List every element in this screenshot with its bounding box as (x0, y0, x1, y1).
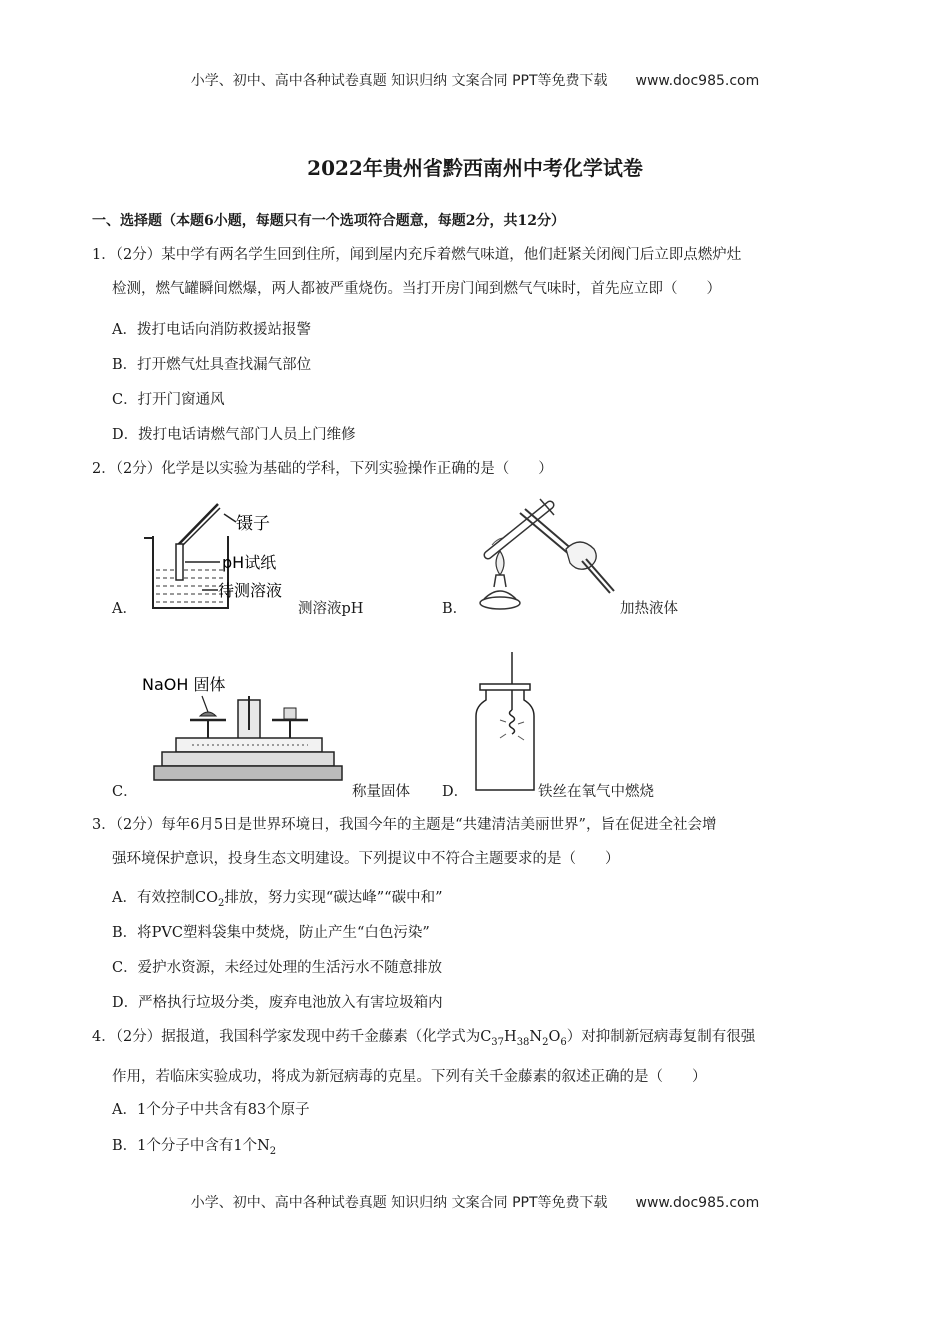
q2-option-b-letter: B． (442, 601, 468, 617)
ph-paper-label: pH试纸 (222, 553, 277, 572)
q2-option-c-caption: 称量固体 (352, 784, 410, 800)
q3-option-c: C．爱护水资源，未经过处理的生活污水不随意排放 (112, 960, 443, 976)
q4-formula-o: O (548, 1029, 561, 1045)
question-1-line1: 1．（2分）某中学有两名学生回到住所，闻到屋内充斥着燃气味道，他们赶紧关闭阀门后立即点燃炉灶 (92, 247, 742, 263)
question-3 (92, 808, 867, 876)
q4-formula-n-count: 2 (542, 1036, 549, 1048)
q2-option-d-letter: D． (442, 784, 469, 800)
q1-option-c: C．打开门窗通风 (112, 392, 225, 408)
q2-option-c-letter: C． (112, 784, 138, 800)
page-header (0, 70, 950, 90)
question-1-line2: 检测，燃气罐瞬间燃爆，两人都被严重烧伤。当打开房门闻到燃气气味时，首先应立即（ ） (112, 281, 721, 297)
header-text: 小学、初中、高中各种试卷真题 知识归纳 文案合同 PPT等免费下载 (190, 73, 608, 89)
page-title: 2022年贵州省黔西南州中考化学试卷 (307, 156, 643, 180)
q4-line1-post: ）对抑制新冠病毒复制有很强 (566, 1029, 756, 1045)
q2-option-a-letter: A． (112, 601, 137, 617)
q4-formula-o-count: 6 (560, 1036, 567, 1048)
oxygen-bottle-figure (472, 652, 542, 797)
test-solution-label: 待测溶液 (218, 581, 283, 600)
q3-option-a-post: 排放，努力实现“碳达峰”“碳中和” (224, 890, 443, 906)
question-4-line1 (92, 1020, 867, 1060)
q1-option-b: B．打开燃气灶具查找漏气部位 (112, 357, 312, 373)
q3-option-b: B．将PVC塑料袋集中焚烧，防止产生“白色污染” (112, 925, 430, 941)
q4-formula-h-count: 38 (516, 1036, 530, 1048)
q2-option-b-caption: 加热液体 (620, 601, 678, 617)
q3-option-a-pre: A．有效控制CO (112, 890, 218, 906)
question-2 (92, 452, 867, 486)
section-heading: 一、选择题（本题6小题，每题只有一个选项符合题意，每题2分，共12分） (92, 213, 565, 229)
question-3-line1: 3．（2分）每年6月5日是世界环境日，我国今年的主题是“共建清洁美丽世界”，旨在促进全社会增 (92, 817, 717, 833)
footer-text: 小学、初中、高中各种试卷真题 知识归纳 文案合同 PPT等免费下载 (190, 1195, 608, 1211)
page-footer (0, 1192, 950, 1212)
beaker-ph-figure (140, 500, 300, 615)
question-4-line2: 作用，若临床实验成功，将成为新冠病毒的克星。下列有关千金藤素的叙述正确的是（ ） (112, 1068, 707, 1085)
q3-option-a-sub: 2 (217, 897, 225, 909)
q2-option-a-caption: 测溶液pH (298, 601, 364, 617)
q4-formula-h: H (504, 1029, 517, 1045)
question-1 (92, 238, 867, 306)
q1-option-d: D．拨打电话请燃气部门人员上门维修 (112, 427, 356, 443)
q4-option-a: A．1个分子中共含有83个原子 (112, 1102, 310, 1118)
q1-option-a: A．拨打电话向消防救援站报警 (112, 322, 311, 338)
footer-site[interactable]: www.doc985.com (635, 1195, 760, 1211)
tweezers-label: 镊子 (236, 514, 270, 534)
q3-option-d: D．严格执行垃圾分类，废弃电池放入有害垃圾箱内 (112, 995, 443, 1011)
q3-option-a (112, 886, 442, 909)
q4-option-b-sub: 2 (269, 1145, 277, 1157)
q4-option-b (112, 1134, 276, 1157)
header-site[interactable]: www.doc985.com (635, 73, 760, 89)
question-3-line2: 强环境保护意识，投身生态文明建设。下列提议中不符合主题要求的是（ ） (112, 851, 620, 867)
question-2-line1: 2．（2分）化学是以实验为基础的学科，下列实验操作正确的是（ ） (92, 461, 553, 477)
q2-option-d-caption: 铁丝在氧气中燃烧 (538, 784, 654, 800)
naoh-solid-label: NaOH 固体 (142, 675, 226, 694)
question-4 (92, 1020, 867, 1094)
balance-figure (140, 668, 350, 793)
q4-line1-pre: 4．（2分）据报道，我国科学家发现中药千金藤素（化学式为C (92, 1029, 492, 1045)
q4-formula-c-count: 37 (491, 1036, 505, 1048)
q4-formula-n: N (529, 1029, 543, 1045)
q4-option-b-pre: B．1个分子中含有1个N (112, 1138, 270, 1154)
